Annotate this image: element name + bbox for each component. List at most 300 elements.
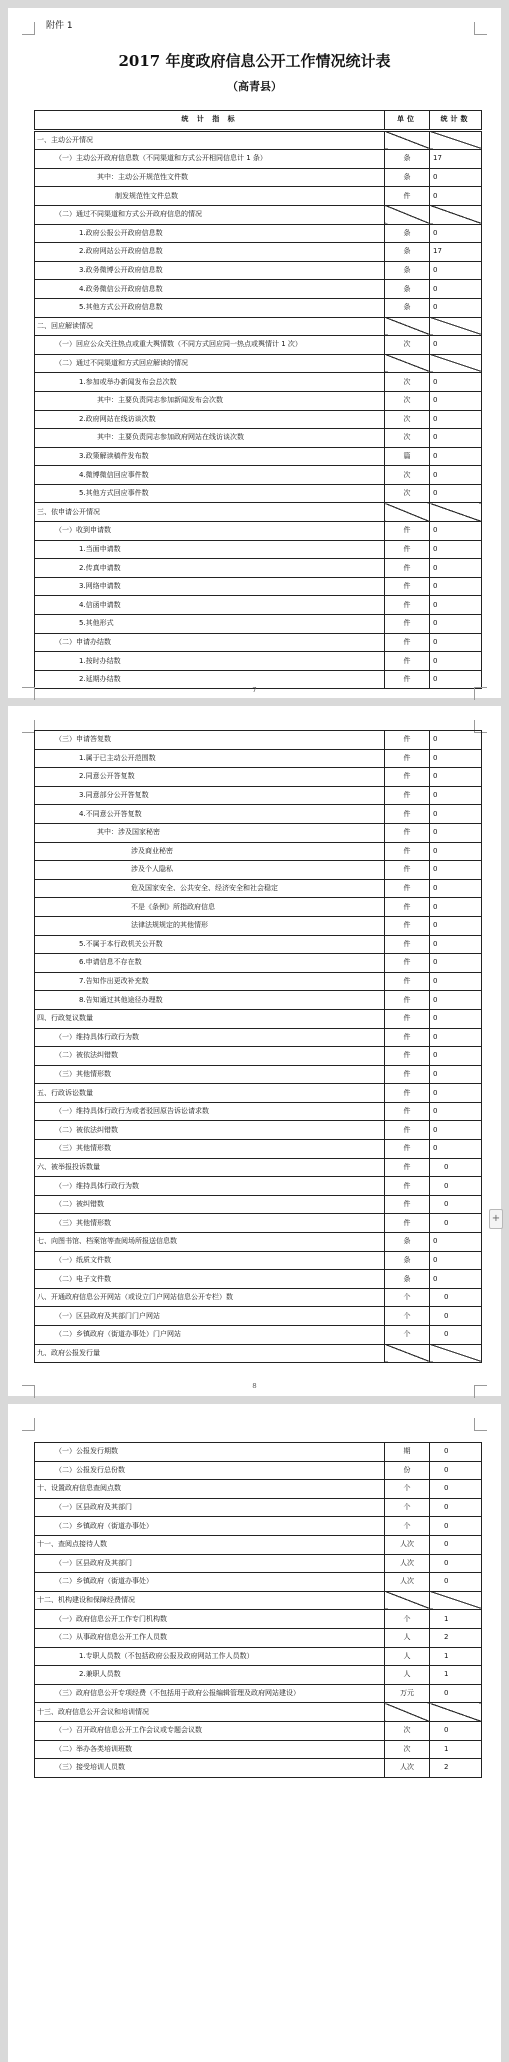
unit-cell: 件 xyxy=(385,652,430,671)
value-cell: 0 xyxy=(430,1498,482,1517)
indicator-cell: （三）其他情形数 xyxy=(35,1140,385,1159)
unit-cell: 篇 xyxy=(385,447,430,466)
indicator-cell: （二）公报发行总份数 xyxy=(35,1461,385,1480)
value-cell: 0 xyxy=(430,1573,482,1592)
table-row xyxy=(35,1610,482,1629)
value-cell: 0 xyxy=(430,1721,482,1740)
indicator-cell: （三）申请答复数 xyxy=(35,731,385,750)
table-row xyxy=(35,298,482,317)
indicator-cell: （一）区县政府及其部门 xyxy=(35,1498,385,1517)
indicator-cell: 法律法规规定的其他情形 xyxy=(35,916,385,935)
indicator-cell: （一）召开政府信息公开工作会议或专题会议数 xyxy=(35,1721,385,1740)
indicator-cell: 其中：主动公开规范性文件数 xyxy=(35,168,385,187)
unit-cell: 条 xyxy=(385,1270,430,1289)
table-row xyxy=(35,916,482,935)
table-row xyxy=(35,991,482,1010)
indicator-cell: （二）被纠错数 xyxy=(35,1195,385,1214)
unit-cell xyxy=(385,130,430,150)
unit-cell: 件 xyxy=(385,972,430,991)
indicator-cell: （一）回应公众关注热点或重大舆情数（不同方式回应同一热点或舆情计 1 次） xyxy=(35,336,385,355)
unit-cell: 件 xyxy=(385,861,430,880)
table-row xyxy=(35,1628,482,1647)
page-corner-mark xyxy=(474,687,487,700)
value-cell: 0 xyxy=(430,1443,482,1462)
indicator-cell: 5.其他方式公开政府信息数 xyxy=(35,298,385,317)
indicator-cell: 2.延期办结数 xyxy=(35,670,385,689)
table-row xyxy=(35,1121,482,1140)
table-row xyxy=(35,1084,482,1103)
indicator-cell: 1.当面申请数 xyxy=(35,540,385,559)
indicator-cell: （一）区县政府及其部门门户网站 xyxy=(35,1307,385,1326)
indicator-cell: 5.不属于本行政机关公开数 xyxy=(35,935,385,954)
value-cell xyxy=(430,1703,482,1722)
table-row xyxy=(35,429,482,448)
table-row xyxy=(35,130,482,150)
indicator-cell: （一）政府信息公开工作专门机构数 xyxy=(35,1610,385,1629)
unit-cell: 次 xyxy=(385,1740,430,1759)
table-row xyxy=(35,540,482,559)
table-row xyxy=(35,972,482,991)
value-cell: 0 xyxy=(430,336,482,355)
page-corner-mark xyxy=(22,1385,35,1398)
table-row xyxy=(35,1288,482,1307)
unit-cell: 次 xyxy=(385,410,430,429)
value-cell: 0 xyxy=(430,1158,482,1177)
table-row xyxy=(35,1009,482,1028)
value-cell: 0 xyxy=(430,1251,482,1270)
table-row xyxy=(35,615,482,634)
table-row xyxy=(35,503,482,522)
table-row xyxy=(35,954,482,973)
indicator-cell: （二）电子文件数 xyxy=(35,1270,385,1289)
indicator-cell: 4.政务微信公开政府信息数 xyxy=(35,280,385,299)
indicator-cell: （一）区县政府及其部门 xyxy=(35,1554,385,1573)
indicator-cell: （三）接受培训人员数 xyxy=(35,1759,385,1778)
value-cell: 0 xyxy=(430,1009,482,1028)
value-cell: 0 xyxy=(430,823,482,842)
indicator-cell: 涉及个人隐私 xyxy=(35,861,385,880)
page-number: 7 xyxy=(252,686,257,694)
table-row xyxy=(35,1573,482,1592)
value-cell: 0 xyxy=(430,731,482,750)
table-row xyxy=(35,633,482,652)
header-value: 统计数 xyxy=(430,111,482,131)
indicator-cell: 涉及商业秘密 xyxy=(35,842,385,861)
value-cell: 17 xyxy=(430,243,482,262)
indicator-cell: （二）乡镇政府（街道办事处）门户网站 xyxy=(35,1326,385,1345)
value-cell xyxy=(430,503,482,522)
indicator-cell: 其中：主要负责同志参加新闻发布会次数 xyxy=(35,391,385,410)
table-row xyxy=(35,1666,482,1685)
table-row xyxy=(35,1251,482,1270)
indicator-cell: 7.告知作出更改补充数 xyxy=(35,972,385,991)
table-row xyxy=(35,842,482,861)
unit-cell: 件 xyxy=(385,1084,430,1103)
indicator-cell: （二）通过不同渠道和方式回应解读的情况 xyxy=(35,354,385,373)
table-row xyxy=(35,1480,482,1499)
table-row xyxy=(35,1177,482,1196)
indicator-cell: 五、行政诉讼数量 xyxy=(35,1084,385,1103)
indicator-cell: 八、开通政府信息公开网站（或设立门户网站信息公开专栏）数 xyxy=(35,1288,385,1307)
indicator-cell: （二）申请办结数 xyxy=(35,633,385,652)
unit-cell: 份 xyxy=(385,1461,430,1480)
indicator-cell: （二）被依法纠错数 xyxy=(35,1121,385,1140)
indicator-cell: 4.微博微信回应事件数 xyxy=(35,466,385,485)
value-cell xyxy=(430,1344,482,1363)
indicator-cell: 一、主动公开情况 xyxy=(35,130,385,150)
indicator-cell: （三）其他情形数 xyxy=(35,1065,385,1084)
indicator-cell: 不是《条例》所指政府信息 xyxy=(35,898,385,917)
value-cell: 0 xyxy=(430,768,482,787)
table-row xyxy=(35,1647,482,1666)
value-cell: 0 xyxy=(430,168,482,187)
unit-cell: 次 xyxy=(385,1721,430,1740)
indicator-cell: 1.按时办结数 xyxy=(35,652,385,671)
unit-cell: 期 xyxy=(385,1443,430,1462)
table-row xyxy=(35,805,482,824)
unit-cell: 个 xyxy=(385,1288,430,1307)
value-cell: 0 xyxy=(430,596,482,615)
indicator-cell: 4.信函申请数 xyxy=(35,596,385,615)
indicator-cell: 5.其他方式回应事件数 xyxy=(35,484,385,503)
unit-cell: 条 xyxy=(385,261,430,280)
indicator-cell: 4.不同意公开答复数 xyxy=(35,805,385,824)
table-row xyxy=(35,1065,482,1084)
table-row xyxy=(35,1443,482,1462)
table-row xyxy=(35,1195,482,1214)
value-cell: 0 xyxy=(430,429,482,448)
unit-cell: 条 xyxy=(385,224,430,243)
value-cell: 0 xyxy=(430,935,482,954)
value-cell: 0 xyxy=(430,786,482,805)
statistics-table-part-1 xyxy=(34,110,482,689)
statistics-table-part-3 xyxy=(34,1442,482,1778)
table-row xyxy=(35,749,482,768)
value-cell xyxy=(430,130,482,150)
table-row xyxy=(35,935,482,954)
value-cell: 0 xyxy=(430,540,482,559)
indicator-cell: 2.兼职人员数 xyxy=(35,1666,385,1685)
unit-cell: 件 xyxy=(385,786,430,805)
table-row xyxy=(35,522,482,541)
unit-cell: 件 xyxy=(385,596,430,615)
table-row xyxy=(35,317,482,336)
value-cell: 0 xyxy=(430,1214,482,1233)
table-row xyxy=(35,1214,482,1233)
value-cell: 0 xyxy=(430,1270,482,1289)
table-row xyxy=(35,1344,482,1363)
value-cell: 0 xyxy=(430,1233,482,1252)
unit-cell: 个 xyxy=(385,1326,430,1345)
indicator-cell: （二）举办各类培训班数 xyxy=(35,1740,385,1759)
statistics-table-part-2 xyxy=(34,730,482,1363)
value-cell: 0 xyxy=(430,972,482,991)
unit-cell: 件 xyxy=(385,916,430,935)
unit-cell: 个 xyxy=(385,1480,430,1499)
value-cell xyxy=(430,317,482,336)
value-cell: 0 xyxy=(430,1554,482,1573)
value-cell: 0 xyxy=(430,916,482,935)
value-cell: 1 xyxy=(430,1666,482,1685)
indicator-cell: 3.网络申请数 xyxy=(35,577,385,596)
document-page-3 xyxy=(8,1404,501,2062)
unit-cell: 件 xyxy=(385,898,430,917)
value-cell: 0 xyxy=(430,749,482,768)
indicator-cell: 5.其他形式 xyxy=(35,615,385,634)
value-cell: 0 xyxy=(430,1480,482,1499)
table-row xyxy=(35,410,482,429)
unit-cell: 件 xyxy=(385,823,430,842)
unit-cell: 人 xyxy=(385,1628,430,1647)
value-cell: 1 xyxy=(430,1647,482,1666)
unit-cell: 件 xyxy=(385,1065,430,1084)
table-row xyxy=(35,168,482,187)
indicator-cell: 2.传真申请数 xyxy=(35,559,385,578)
indicator-cell: 二、回应解读情况 xyxy=(35,317,385,336)
unit-cell: 万元 xyxy=(385,1684,430,1703)
value-cell: 0 xyxy=(430,559,482,578)
value-cell xyxy=(430,1591,482,1610)
value-cell: 0 xyxy=(430,577,482,596)
value-cell: 0 xyxy=(430,391,482,410)
table-row xyxy=(35,1591,482,1610)
unit-cell: 件 xyxy=(385,670,430,689)
indicator-cell: 三、依申请公开情况 xyxy=(35,503,385,522)
indicator-cell: （一）收到申请数 xyxy=(35,522,385,541)
table-row xyxy=(35,1721,482,1740)
value-cell: 0 xyxy=(430,991,482,1010)
indicator-cell: （三）政府信息公开专项经费（不包括用于政府公报编辑管理及政府网站建设） xyxy=(35,1684,385,1703)
indicator-cell: （一）维持具体行政行为或者驳回原告诉讼请求数 xyxy=(35,1102,385,1121)
table-row xyxy=(35,577,482,596)
value-cell: 0 xyxy=(430,1047,482,1066)
value-cell: 0 xyxy=(430,1684,482,1703)
table-row xyxy=(35,447,482,466)
table-row xyxy=(35,1270,482,1289)
value-cell: 0 xyxy=(430,898,482,917)
value-cell: 0 xyxy=(430,1102,482,1121)
value-cell: 0 xyxy=(430,224,482,243)
indicator-cell: （一）主动公开政府信息数（不同渠道和方式公开相同信息计 1 条） xyxy=(35,150,385,169)
unit-cell xyxy=(385,317,430,336)
unit-cell: 件 xyxy=(385,1009,430,1028)
table-row xyxy=(35,1461,482,1480)
indicator-cell: 3.同意部分公开答复数 xyxy=(35,786,385,805)
value-cell: 2 xyxy=(430,1628,482,1647)
table-row xyxy=(35,596,482,615)
value-cell: 0 xyxy=(430,954,482,973)
unit-cell: 条 xyxy=(385,280,430,299)
indicator-cell: 6.申请信息不存在数 xyxy=(35,954,385,973)
unit-cell: 件 xyxy=(385,842,430,861)
indicator-cell: 十三、政府信息公开会议和培训情况 xyxy=(35,1703,385,1722)
value-cell: 0 xyxy=(430,261,482,280)
table-row xyxy=(35,1233,482,1252)
table-row xyxy=(35,1102,482,1121)
indicator-cell: 3.政务微博公开政府信息数 xyxy=(35,261,385,280)
table-row xyxy=(35,879,482,898)
indicator-cell: 1.专职人员数（不包括政府公报及政府网站工作人员数） xyxy=(35,1647,385,1666)
table-row xyxy=(35,1140,482,1159)
unit-cell: 件 xyxy=(385,559,430,578)
unit-cell: 件 xyxy=(385,187,430,206)
table-row xyxy=(35,224,482,243)
unit-cell: 件 xyxy=(385,879,430,898)
unit-cell: 件 xyxy=(385,633,430,652)
page-number: 8 xyxy=(252,1382,257,1390)
unit-cell xyxy=(385,1591,430,1610)
value-cell: 0 xyxy=(430,652,482,671)
value-cell xyxy=(430,354,482,373)
value-cell: 0 xyxy=(430,842,482,861)
unit-cell: 件 xyxy=(385,540,430,559)
table-row xyxy=(35,861,482,880)
value-cell: 0 xyxy=(430,1326,482,1345)
unit-cell: 条 xyxy=(385,243,430,262)
table-row xyxy=(35,1759,482,1778)
unit-cell: 个 xyxy=(385,1307,430,1326)
unit-cell xyxy=(385,503,430,522)
indicator-cell: 七、向图书馆、档案馆等查阅场所报送信息数 xyxy=(35,1233,385,1252)
indicator-cell: （一）公报发行期数 xyxy=(35,1443,385,1462)
indicator-cell: 1.参加或举办新闻发布会总次数 xyxy=(35,373,385,392)
unit-cell: 件 xyxy=(385,731,430,750)
value-cell: 0 xyxy=(430,484,482,503)
unit-cell: 件 xyxy=(385,1102,430,1121)
indicator-cell: （一）维持具体行政行为数 xyxy=(35,1177,385,1196)
value-cell: 0 xyxy=(430,1195,482,1214)
table-row xyxy=(35,768,482,787)
page-corner-mark xyxy=(22,687,35,700)
unit-cell: 个 xyxy=(385,1498,430,1517)
unit-cell: 人次 xyxy=(385,1573,430,1592)
attachment-label: 附件 1 xyxy=(46,21,73,31)
indicator-cell: （一）维持具体行政行为数 xyxy=(35,1028,385,1047)
indicator-cell: 危及国家安全、公共安全、经济安全和社会稳定 xyxy=(35,879,385,898)
page-corner-mark xyxy=(474,1385,487,1398)
value-cell: 0 xyxy=(430,280,482,299)
value-cell: 0 xyxy=(430,1121,482,1140)
table-row xyxy=(35,898,482,917)
unit-cell: 条 xyxy=(385,150,430,169)
value-cell: 0 xyxy=(430,1288,482,1307)
unit-cell xyxy=(385,1703,430,1722)
expand-panel-button[interactable]: + xyxy=(489,1209,503,1229)
value-cell: 0 xyxy=(430,1177,482,1196)
table-row xyxy=(35,1517,482,1536)
table-row xyxy=(35,1554,482,1573)
document-subtitle: （高青县） xyxy=(227,80,282,93)
value-cell: 0 xyxy=(430,447,482,466)
indicator-cell: 2.政府网站公开政府信息数 xyxy=(35,243,385,262)
unit-cell: 条 xyxy=(385,168,430,187)
value-cell: 0 xyxy=(430,1535,482,1554)
table-row xyxy=(35,484,482,503)
indicator-cell: （二）乡镇政府（街道办事处） xyxy=(35,1573,385,1592)
table-row xyxy=(35,261,482,280)
indicator-cell: 十、设置政府信息查阅点数 xyxy=(35,1480,385,1499)
value-cell: 0 xyxy=(430,1307,482,1326)
indicator-cell: 其中：主要负责同志参加政府网站在线访谈次数 xyxy=(35,429,385,448)
unit-cell: 条 xyxy=(385,1251,430,1270)
indicator-cell: 制发规范性文件总数 xyxy=(35,187,385,206)
table-row xyxy=(35,1684,482,1703)
unit-cell: 件 xyxy=(385,935,430,954)
value-cell: 0 xyxy=(430,670,482,689)
table-row xyxy=(35,1535,482,1554)
value-cell: 1 xyxy=(430,1610,482,1629)
unit-cell: 件 xyxy=(385,749,430,768)
unit-cell: 件 xyxy=(385,577,430,596)
table-row xyxy=(35,391,482,410)
page-corner-mark xyxy=(474,22,487,35)
indicator-cell: 十一、查阅点接待人数 xyxy=(35,1535,385,1554)
unit-cell: 件 xyxy=(385,1028,430,1047)
unit-cell: 件 xyxy=(385,522,430,541)
value-cell: 0 xyxy=(430,298,482,317)
table-row xyxy=(35,1047,482,1066)
indicator-cell: （一）纸质文件数 xyxy=(35,1251,385,1270)
value-cell: 0 xyxy=(430,187,482,206)
table-row xyxy=(35,1028,482,1047)
table-row xyxy=(35,1326,482,1345)
value-cell: 0 xyxy=(430,1084,482,1103)
indicator-cell: 1.属于已主动公开范围数 xyxy=(35,749,385,768)
table-row xyxy=(35,786,482,805)
table-row xyxy=(35,466,482,485)
unit-cell xyxy=(385,354,430,373)
unit-cell: 人 xyxy=(385,1666,430,1685)
table-row xyxy=(35,280,482,299)
value-cell: 0 xyxy=(430,466,482,485)
unit-cell: 件 xyxy=(385,615,430,634)
unit-cell: 人 xyxy=(385,1647,430,1666)
indicator-cell: （二）从事政府信息公开工作人员数 xyxy=(35,1628,385,1647)
table-row xyxy=(35,243,482,262)
table-row xyxy=(35,823,482,842)
table-row xyxy=(35,1740,482,1759)
indicator-cell: 十二、机构建设和保障经费情况 xyxy=(35,1591,385,1610)
value-cell: 1 xyxy=(430,1740,482,1759)
unit-cell xyxy=(385,1344,430,1363)
value-cell xyxy=(430,205,482,224)
unit-cell: 件 xyxy=(385,1047,430,1066)
indicator-cell: 2.政府网站在线访谈次数 xyxy=(35,410,385,429)
value-cell: 0 xyxy=(430,1461,482,1480)
page-corner-mark xyxy=(474,1418,487,1431)
value-cell: 0 xyxy=(430,805,482,824)
indicator-cell: 其中：涉及国家秘密 xyxy=(35,823,385,842)
table-row xyxy=(35,1703,482,1722)
table-row xyxy=(35,187,482,206)
unit-cell: 件 xyxy=(385,991,430,1010)
page-corner-mark xyxy=(22,1418,35,1431)
unit-cell: 个 xyxy=(385,1610,430,1629)
table-row xyxy=(35,205,482,224)
unit-cell: 次 xyxy=(385,391,430,410)
unit-cell: 次 xyxy=(385,484,430,503)
unit-cell: 次 xyxy=(385,429,430,448)
indicator-cell: （二）乡镇政府（街道办事处） xyxy=(35,1517,385,1536)
unit-cell: 次 xyxy=(385,336,430,355)
table-header-row xyxy=(35,111,482,131)
unit-cell: 个 xyxy=(385,1517,430,1536)
value-cell: 0 xyxy=(430,1028,482,1047)
value-cell: 0 xyxy=(430,615,482,634)
value-cell: 0 xyxy=(430,1517,482,1536)
unit-cell: 件 xyxy=(385,1158,430,1177)
table-row xyxy=(35,373,482,392)
